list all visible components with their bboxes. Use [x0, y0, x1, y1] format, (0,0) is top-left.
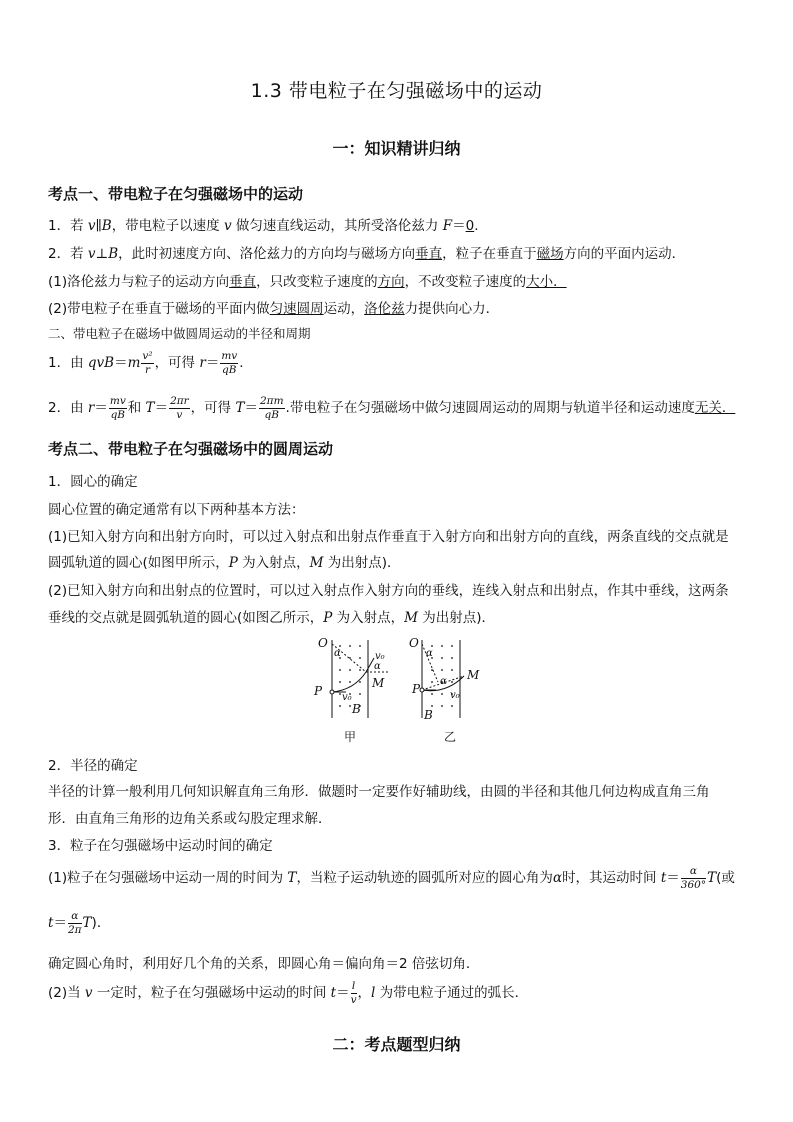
kp2-para-1: 圆心位置的确定通常有以下两种基本方法： — [48, 502, 305, 518]
page-title: 1.3 带电粒子在匀强磁场中的运动 — [250, 80, 543, 102]
kp1-formula-line-2: 2．由 r＝ $\frac{mv}{qB}$ 和 T＝ $\frac{2\pi r}{v}$ ，可得 T＝ $\frac{2\pi m}{qB}$ .带电粒子在匀强磁场中做匀速圆周运动的周期与轨道半径和运动速度无关． — [48, 395, 736, 421]
section-heading-1: 一：知识精讲归纳 — [332, 139, 461, 158]
fig-label-v0-top-left: v₀ — [375, 651, 385, 662]
kp1-line-3: (1)洛伦兹力与粒子的运动方向垂直，只改变粒子速度的方向，不改变粒子速度的大小． — [48, 274, 567, 290]
kp2-heading: 考点二、带电粒子在匀强磁场中的圆周运动 — [48, 440, 334, 458]
kp2-para-2b: 圆弧轨道的圆心(如图甲所示，P 为入射点，M 为出射点)． — [48, 555, 401, 571]
kp1-heading: 考点一、带电粒子在匀强磁场中的运动 — [48, 185, 304, 203]
kp1-line-4: (2)带电粒子在垂直于磁场的平面内做匀速圆周运动，洛伦兹力提供向心力． — [48, 301, 500, 317]
kp2-time-line-3: (2)当 v 一定时，粒子在匀强磁场中运动的时间 t＝ $\frac{l}{v}$ ，l 为带电粒子通过的弧长． — [48, 980, 529, 1006]
fig-label-M-right: M — [467, 668, 480, 682]
kp2-sub-1: 1．圆心的确定 — [48, 474, 138, 490]
fig-label-v0-bottom-left: v₀ — [342, 692, 352, 703]
kp2-time-line-1: (1)粒子在匀强磁场中运动一周的时间为 T，当粒子运动轨迹的圆弧所对应的圆心角为α时，其运动时间 t＝ $\frac{\alpha}{360^\circ}$ T(或 — [48, 865, 735, 891]
fig-label-O-right: O — [409, 636, 419, 650]
fig-label-alpha-left: α — [334, 648, 341, 659]
kp2-para-4a: 半径的计算一般利用几何知识解直角三角形．做题时一定要作好辅助线，由圆的半径和其他几何边构成直角三角 — [48, 784, 710, 800]
kp2-para-5: 确定圆心角时，利用好几个角的关系，即圆心角＝偏向角＝2 倍弦切角． — [48, 956, 480, 972]
fig-label-alpha-right: α — [426, 648, 433, 659]
kp2-para-4b: 形．由直角三角形的边角关系或勾股定理求解． — [48, 811, 332, 827]
kp1-subheading: 二、带电粒子在磁场中做圆周运动的半径和周期 — [48, 326, 311, 341]
fig-label-v0-right: v₀ — [450, 690, 460, 701]
kp2-para-3a: (2)已知入射方向和出射点的位置时，可以过入射点作入射方向的垂线，连线入射点和出射点，作其中垂线，这两条 — [48, 583, 729, 599]
kp2-sub-3: 3．粒子在匀强磁场中运动时间的确定 — [48, 838, 273, 854]
section-heading-2: 二：考点题型归纳 — [332, 1035, 461, 1054]
fig-label-alpha-low-right: α — [440, 676, 447, 687]
kp2-para-3b: 垂线的交点就是圆弧轨道的圆心(如图乙所示，P 为入射点，M 为出射点)． — [48, 610, 496, 626]
figure-caption-left: 甲 — [344, 730, 357, 744]
fig-label-B-right: B — [424, 708, 433, 722]
fig-label-O-left: O — [318, 636, 328, 650]
kp1-formula-line-1: 1．由 qvB＝m $\frac{\text{v²}}{r}$ ，可得 r＝ $\frac{mv}{qB}$ . — [48, 350, 244, 376]
figure-caption-right: 乙 — [444, 730, 457, 744]
kp2-sub-2: 2．半径的确定 — [48, 758, 138, 774]
kp2-time-line-2: t＝ $\frac{\alpha}{2\pi}$ T)． — [48, 910, 111, 936]
fig-label-P-right: P — [412, 682, 421, 696]
fig-label-P-left: P — [314, 684, 323, 698]
fig-label-alpha-mid-left: α — [374, 661, 381, 672]
kp1-line-2: 2．若 v⊥B，此时初速度方向、洛伦兹力的方向均与磁场方向垂直，粒子在垂直于磁场方向的平面内运动． — [48, 246, 686, 262]
fig-label-M-left: M — [372, 676, 385, 690]
fig-label-B-left: B — [352, 702, 361, 716]
kp2-para-2a: (1)已知入射方向和出射方向时，可以过入射点和出射点作垂直于入射方向和出射方向的直线，两条直线的交点就是 — [48, 529, 729, 545]
kp1-line-1: 1．若 v∥B，带电粒子以速度 v 做匀速直线运动，其所受洛伦兹力 F＝0. — [48, 218, 479, 234]
